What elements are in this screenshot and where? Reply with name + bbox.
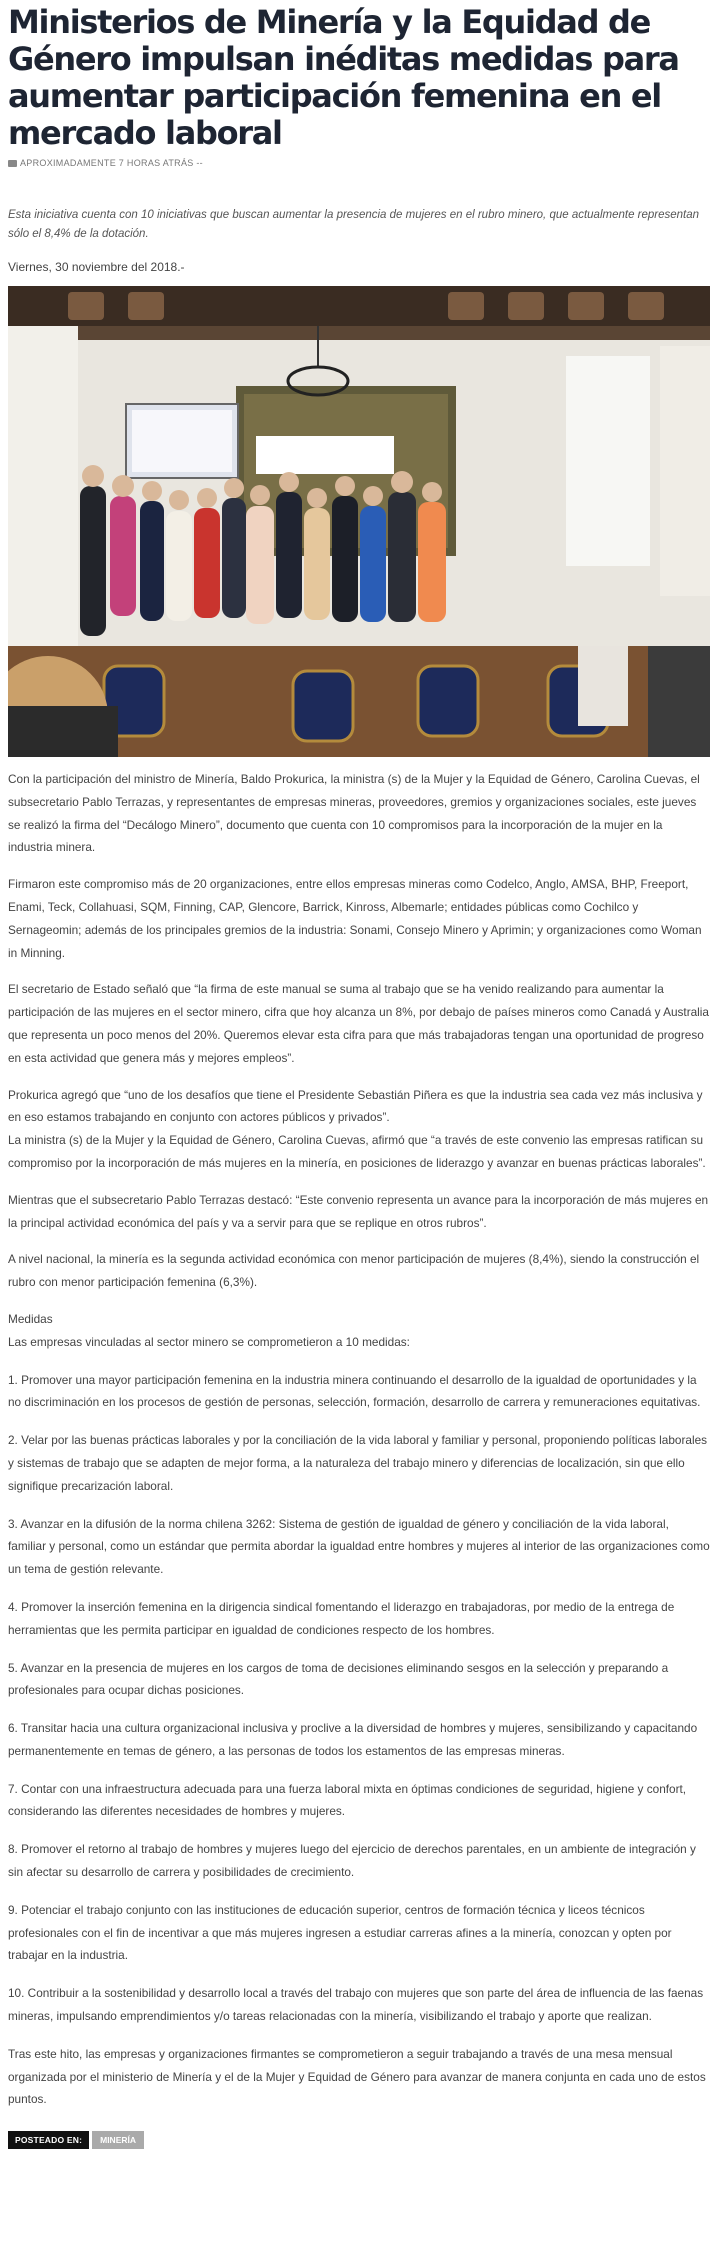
measure-item: 10. Contribuir a la sostenibilidad y desarrollo local a través del trabajo con mujeres que son parte del área de influencia de las faenas mineras, impulsando emprendimientos y/o tareas relacionadas con la minería, visibilizando el trabajo y aporte que realizan. (8, 1986, 704, 2024)
measures-heading: Medidas (8, 1311, 53, 1326)
article-lead: Esta iniciativa cuenta con 10 iniciativas que buscan aumentar la presencia de mujeres en el rubro minero, que actualmente representan sólo el 8,4% de la dotación. (8, 209, 700, 240)
body-paragraph-7: A nivel nacional, la minería es la segunda actividad económica con menor participación de mujeres (8,4%), siendo la construcción el rubro con menor participación femenina (6,3%). (8, 1252, 700, 1290)
measures-intro: Las empresas vinculadas al sector minero se comprometieron a 10 medidas: (8, 1334, 410, 1349)
measure-item: 7. Contar con una infraestructura adecuada para una fuerza laboral mixta en óptimas condiciones de seguridad, higiene y confort, considerando las diferentes necesidades de hombres y mujeres. (8, 1781, 687, 1819)
timestamp: APROXIMADAMENTE 7 HORAS ATRÁS -- (20, 158, 203, 168)
posted-in-label: POSTEADO EN: (8, 2131, 89, 2149)
measure-item: 8. Promover el retorno al trabajo de hombres y mujeres luego del ejercicio de derechos parentales, en un ambiente de integración y sin afectar su desarrollo de carrera y posibilidades de crecimiento. (8, 1842, 696, 1880)
measure-item: 5. Avanzar en la presencia de mujeres en los cargos de toma de decisiones eliminando sesgos en la selección y preparando a profesionales para ocupar dichas posiciones. (8, 1660, 669, 1698)
measure-item: 1. Promover una mayor participación femenina en la industria minera continuando el desarrollo de la igualdad de oportunidades y la no discriminación en los procesos de gestión de personas, selección, formación, desarrollo de carrera y remuneraciones equitativas. (8, 1372, 701, 1410)
article-title: Ministerios de Minería y la Equidad de Género impulsan inéditas medidas para aumentar participación femenina en el mercado laboral (8, 3, 679, 152)
body-paragraph-1: Con la participación del ministro de Minería, Baldo Prokurica, la ministra (s) de la Mujer y la Equidad de Género, Carolina Cuevas, el subsecretario Pablo Terrazas, y representantes de empresas mineras, proveedores, gremios y organizaciones sociales, este jueves se realizó la firma del “Decálogo Minero”, documento que cuenta con 10 compromisos para la incorporación de la mujer en la industria minera. (8, 772, 700, 855)
measure-item: 4. Promover la inserción femenina en la dirigencia sindical fomentando el liderazgo en trabajadoras, por medio de la entrega de herramientas que les permita participar en igualdad de condiciones respecto de los hombres. (8, 1599, 675, 1637)
article-date: Viernes, 30 noviembre del 2018.- (8, 260, 185, 274)
article-photo (8, 286, 710, 757)
closing-paragraph: Tras este hito, las empresas y organizaciones firmantes se comprometieron a seguir trabajando a través de una mesa mensual organizada por el ministerio de Minería y el de la Mujer y Equidad de Género para avanzar de manera conjunta en cada uno de estos puntos. (8, 2046, 706, 2107)
post-tags (8, 2131, 710, 2149)
body-paragraph-5: La ministra (s) de la Mujer y la Equidad de Género, Carolina Cuevas, afirmó que “a través de este convenio las empresas ratifican su compromiso por la incorporación de más mujeres en la minería, en posiciones de liderazgo y avanzar en buenas prácticas laborales”. (8, 1133, 706, 1170)
body-paragraph-6: Mientras que el subsecretario Pablo Terrazas destacó: “Este convenio representa un avance para la incorporación de más mujeres en la principal actividad económica del país y va a servir para que se replique en otros rubros”. (8, 1192, 709, 1230)
body-paragraph-3: El secretario de Estado señaló que “la firma de este manual se suma al trabajo que se ha venido realizando para aumentar la participación de las mujeres en el sector minero, cifra que hoy alcanza un 8%, por debajo de países mineros como Canadá y Australia que representa un poco menos del 20%. Queremos elevar esta cifra para que más trabajadoras tengan una oportunidad de progreso en esta actividad que genera más y mejores empleos”. (8, 982, 709, 1065)
measure-item: 3. Avanzar en la difusión de la norma chilena 3262: Sistema de gestión de igualdad de género y conciliación de la vida laboral, familiar y personal, como un estándar que permita abordar la igualdad entre hombres y mujeres al interior de las organizaciones como un tema de gestión relevante. (8, 1516, 710, 1577)
clock-icon (8, 160, 17, 167)
article (8, 0, 710, 2149)
measure-item: 6. Transitar hacia una cultura organizacional inclusiva y proclive a la diversidad de hombres y mujeres, sensibilizando y capacitando permanentemente en temas de género, a las personas de todos los estamentos de las empresas mineras. (8, 1721, 698, 1758)
measure-item: 9. Potenciar el trabajo conjunto con las instituciones de educación superior, centros de formación técnica y liceos técnicos profesionales con el fin de incentivar a que más mujeres ingresen a estudiar carreras afines a la minería, conozcan y opten por trabajar en la industria. (8, 1902, 672, 1963)
measure-item: 2. Velar por las buenas prácticas laborales y por la conciliación de la vida laboral y familiar y personal, proponiendo políticas laborales y sistemas de trabajo que se adapten de mejor forma, a la naturaleza del trabajo minero y diferencias de localización, sin que ello signifique precarización laboral. (8, 1433, 708, 1493)
body-paragraph-2: Firmaron este compromiso más de 20 organizaciones, entre ellos empresas mineras como Codelco, Anglo, AMSA, BHP, Freeport, Enami, Teck, Collahuasi, SQM, Finning, CAP, Glencore, Barrick, Kinross, Albemarle; entidades públicas como Cochilco y Sernageomin; además de los principales gremios de la industria: Sonami, Consejo Minero y Aprimin; y organizaciones como Woman in Minning. (8, 877, 702, 960)
body-paragraph-4: Prokurica agregó que “uno de los desafíos que tiene el Presidente Sebastián Piñera es que la industria sea cada vez más inclusiva y en eso estamos trabajando en conjunto con actores públicos y privados”. (8, 1087, 703, 1125)
category-link-mineria[interactable]: MINERÍA (92, 2131, 144, 2149)
article-meta (8, 158, 710, 168)
